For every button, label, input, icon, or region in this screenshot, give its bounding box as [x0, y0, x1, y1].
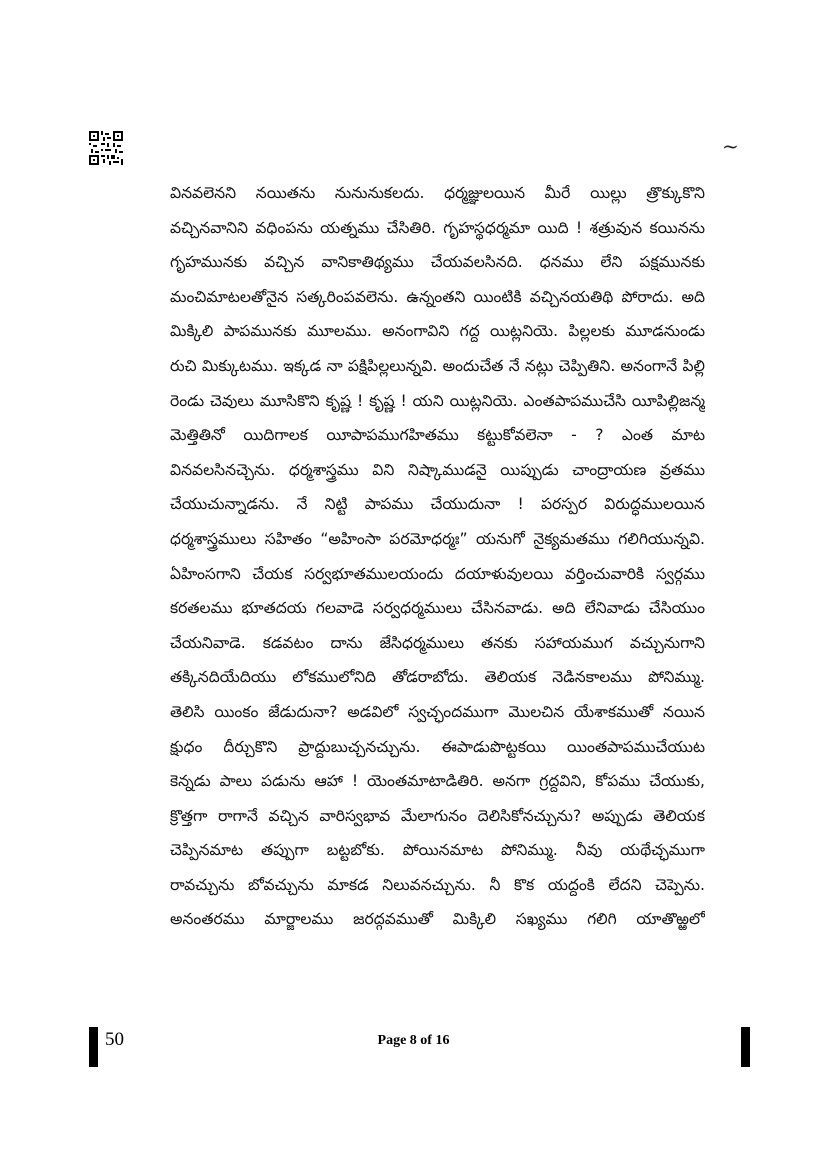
text-line: మిక్కిలి పాపమునకు మూలము. అనంగావిని గద్ద యిట్లనియె. పిల్లలకు మూడనుండు — [170, 322, 705, 341]
corner-mark: ~ — [722, 134, 739, 158]
text-line: గృహమునకు వచ్చిన వానికాతిథ్యము చేయవలసినది. ధనము లేని పక్షమునకు — [170, 253, 705, 272]
text-line: చేయుచున్నాడను. నే నిట్టి పాపము చేయుదునా ! పరస్పర విరుద్ధములయిన — [170, 495, 705, 514]
text-line: ధర్మశాస్త్రములు సహితం “అహింసా పరమోధర్మః” యనుగో నైక్యమతము గలిగియున్నవి. — [170, 529, 705, 548]
page-number: 50 — [105, 1029, 124, 1050]
text-line: రుచి మిక్కుటము. ఇక్కడ నా పక్షిపిల్లలున్నవి. అందుచేత నే నట్లు చెప్పితిని. అనంగానే పిల్లి — [170, 356, 705, 375]
text-line: వచ్చినవానిని వధింపను యత్నము చేసితిరి. గృహస్థధర్మమా యిది ! శత్రువున కయినను — [170, 218, 705, 237]
text-line: వినవలసినచ్చెను. ధర్మశాస్త్రము విని నిష్కాముడనై యిప్పుడు చాంద్రాయణ వ్రతము — [170, 460, 705, 479]
text-line: రెండు చెవులు మూసికొని కృష్ణ ! కృష్ణ ! యని యిట్లనియె. ఎంతపాపముచేసి యీపిల్లిజన్మ — [170, 391, 705, 410]
text-line: ఏహింసగాని చేయక సర్వభూతములయందు దయాళువులయి వర్తించువారికి స్వర్గము — [170, 564, 705, 583]
text-line: రావచ్చును బోవచ్చును మాకడ నిలువనచ్చును. నీ కొక యద్దంకి లేదని చెప్పెను. — [170, 875, 705, 894]
text-line: అనంతరము మార్జాలము జరద్గవముతో మిక్కిలి సఖ్యము గలిగి యాతొఱ్ఱలో — [170, 910, 705, 929]
right-margin-bar — [741, 1027, 750, 1067]
text-line: తెలిసి యింకం జేడుదునా? అడవిలో స్వచ్ఛందముగా మొలచిన యేశాకముతో నయిన — [170, 702, 705, 721]
text-line: క్షుధం దీర్చుకొని ప్రాద్దుబుచ్చనచ్చును. ఈపాడుపొట్టకయి యింతపాపముచేయుట — [170, 737, 705, 756]
page-footer: Page 8 of 16 — [377, 1033, 450, 1048]
text-line: చేయనివాడె. కడవటం దాను జేసిధర్మములు తనకు సహాయముగ వచ్చునుగాని — [170, 633, 705, 652]
text-line: మెత్తితినో యిదిగాలక యీపాపముగహితము కట్టుకోవలెనా - ? ఎంత మాట — [170, 426, 705, 445]
text-line: వినవలెనని నయితను నునునుకలదు. ధర్మజ్ఞులయిన మీరే యిల్లు త్రొక్కుకొని — [170, 184, 705, 202]
text-line: తక్కినదియేదియు లోకములోనిది తోడరాబోదు. తెలియక నెడినకాలము పోనిమ్ము. — [170, 668, 705, 687]
text-line: కరతలము భూతదయ గలవాడె సర్వధర్మములు చేసినవాడు. అది లేనివాడు చేసియుం — [170, 599, 705, 618]
text-line: చెప్పినమాట తప్పుగా బట్టబోకు. పోయినమాట పోనిమ్ము. నీవు యథేచ్ఛముగా — [170, 841, 705, 860]
qr-code-icon — [89, 131, 123, 165]
text-line: క్రొత్తగా రాగానే వచ్చిన వారిస్వభావ మేలాగునం దెలిసికోనచ్చును? అప్పుడు తెలియక — [170, 806, 705, 825]
text-line: కెన్నడు పాలు పడును ఆహా ! యెంతమాటాడితిరి. అనగా గ్రద్దవిని, కోపము చేయుకు, — [170, 772, 705, 791]
body-text — [170, 176, 705, 937]
text-line: మంచిమాటలతోనైన సత్కరింపవలెను. ఉన్నంతని యింటికి వచ్చినయతిథి పోరాదు. అది — [170, 287, 705, 306]
